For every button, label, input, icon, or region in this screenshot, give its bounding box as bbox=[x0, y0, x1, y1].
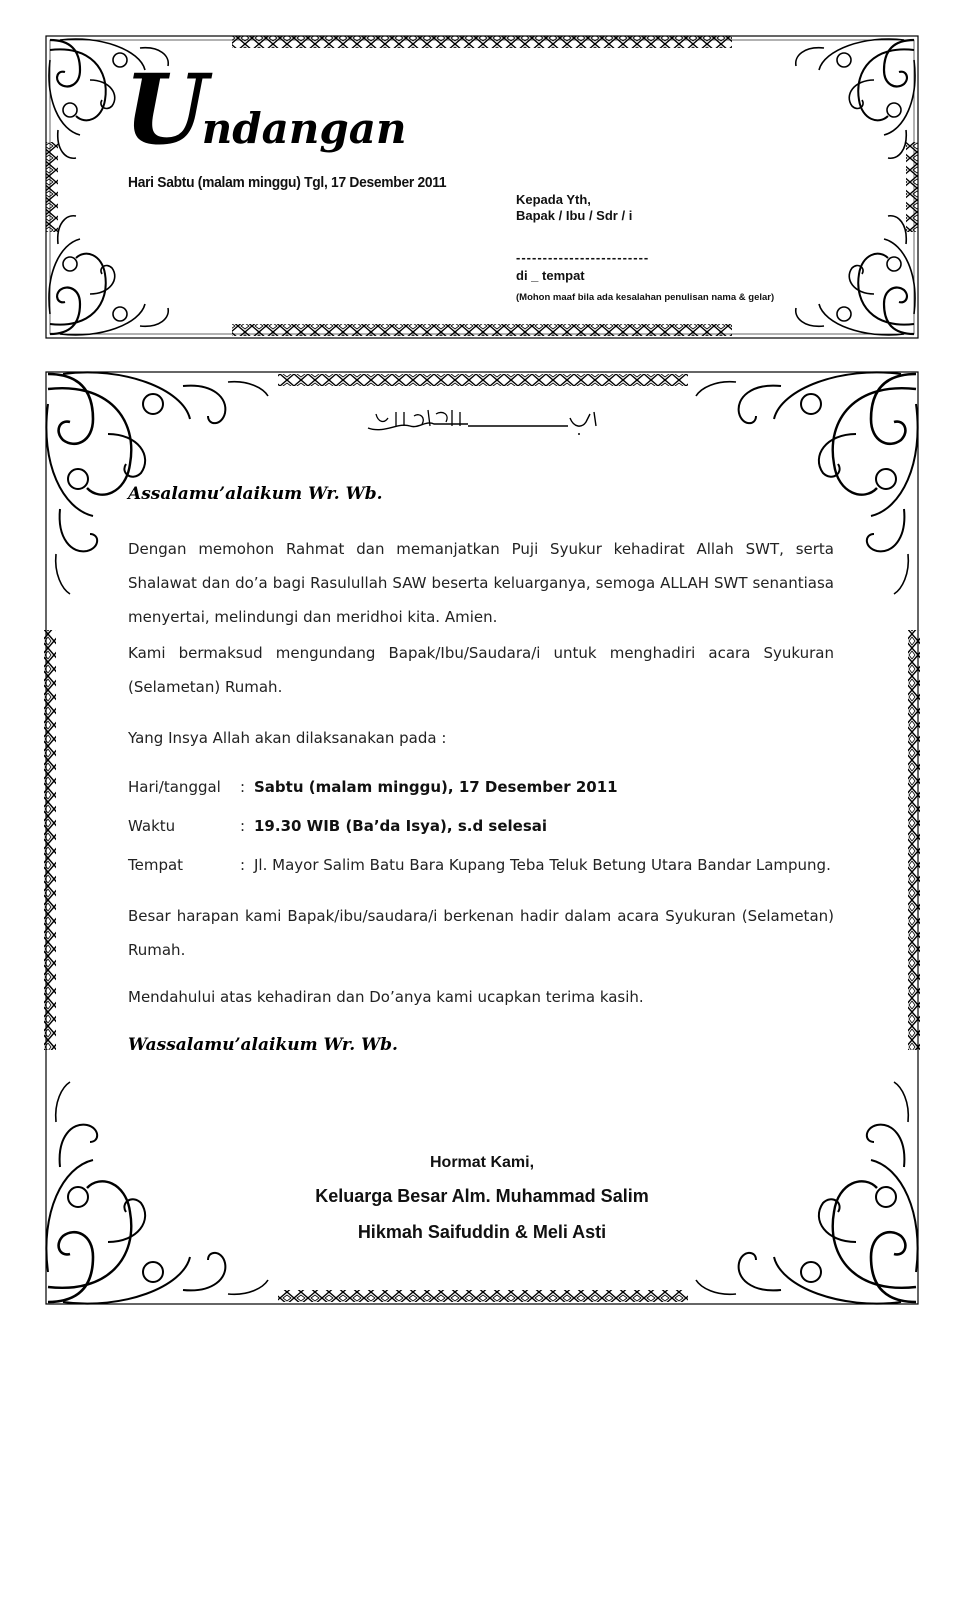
envelope-panel bbox=[42, 32, 922, 342]
detail-colon: : bbox=[240, 856, 246, 874]
addressee-line-1: Kepada Yth, bbox=[516, 192, 591, 207]
opening-greeting: Assalamu’alaikum Wr. Wb. bbox=[128, 484, 383, 504]
event-details-table bbox=[128, 776, 834, 893]
detail-label: Tempat bbox=[128, 856, 184, 874]
apology-note: (Mohon maaf bila ada kesalahan penulisan nama & gelar) bbox=[516, 292, 775, 303]
letter-panel bbox=[42, 368, 922, 1308]
closing-greeting: Wassalamu’alaikum Wr. Wb. bbox=[128, 1035, 398, 1055]
detail-value: Sabtu (malam minggu), 17 Desember 2011 bbox=[254, 778, 618, 796]
signature-line-2: Keluarga Besar Alm. Muhammad Salim bbox=[315, 1186, 649, 1206]
detail-row-place bbox=[128, 854, 834, 893]
title-capital: U bbox=[124, 53, 202, 166]
paragraph-1: Dengan memohon Rahmat dan memanjatkan Puji Syukur kehadirat Allah SWT, serta Shalawat dan do’a bagi Rasulullah SAW beserta keluarganya, semoga ALLAH SWT senantiasa menyertai, melindungi dan meridhoi kita. Amien. bbox=[128, 540, 834, 626]
envelope-date-line: Hari Sabtu (malam minggu) Tgl, 17 Desember 2011 bbox=[128, 174, 447, 191]
title-rest: ndangan bbox=[201, 104, 407, 153]
paragraph-3: Yang Insya Allah akan dilaksanakan pada : bbox=[128, 729, 447, 747]
signature-line-3: Hikmah Saifuddin & Meli Asti bbox=[357, 1222, 607, 1242]
signature-line-1: Hormat Kami, bbox=[429, 1154, 535, 1171]
place-line: di _ tempat bbox=[516, 268, 585, 283]
paragraph-5: Mendahului atas kehadiran dan Do’anya kami ucapkan terima kasih. bbox=[128, 988, 644, 1006]
addressee-line-2: Bapak / Ibu / Sdr / i bbox=[516, 208, 633, 223]
detail-label: Waktu bbox=[128, 817, 176, 835]
name-blank-line: ------------------------- bbox=[516, 250, 650, 265]
letter-body bbox=[128, 484, 834, 1072]
address-block bbox=[516, 192, 774, 306]
detail-colon: : bbox=[240, 817, 246, 835]
detail-row-date bbox=[128, 776, 834, 815]
detail-value: Jl. Mayor Salim Batu Bara Kupang Teba Teluk Betung Utara Bandar Lampung. bbox=[254, 856, 831, 874]
detail-row-time bbox=[128, 815, 834, 854]
paragraph-4: Besar harapan kami Bapak/ibu/saudara/i berkenan hadir dalam acara Syukuran (Selametan) Rumah. bbox=[128, 907, 834, 959]
bismillah-calligraphy bbox=[364, 404, 604, 440]
invitation-title bbox=[124, 53, 407, 166]
detail-label: Hari/tanggal bbox=[128, 778, 221, 796]
detail-colon: : bbox=[240, 778, 246, 796]
detail-value: 19.30 WIB (Ba’da Isya), s.d selesai bbox=[254, 817, 548, 835]
paragraph-2: Kami bermaksud mengundang Bapak/Ibu/Saudara/i untuk menghadiri acara Syukuran (Selametan) Rumah. bbox=[128, 644, 834, 696]
